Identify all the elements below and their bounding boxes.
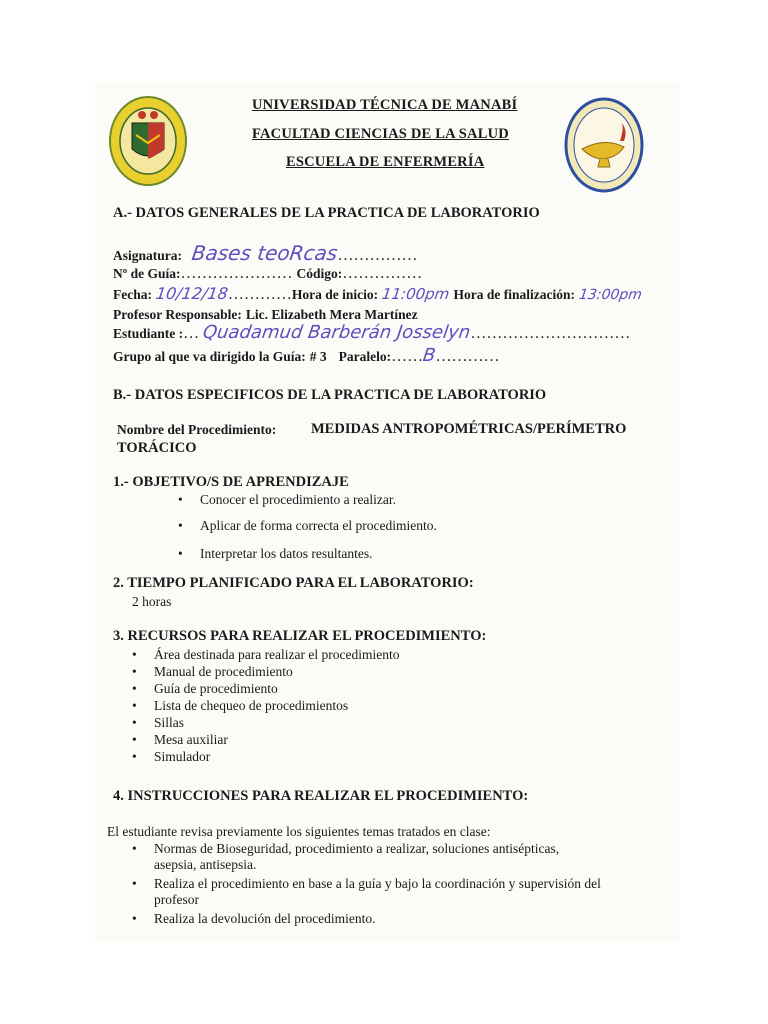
recursos-title: 3. RECURSOS PARA REALIZAR EL PROCEDIMIENTO: bbox=[113, 628, 487, 644]
objetivos-list bbox=[178, 492, 437, 562]
paralelo-value: B bbox=[421, 345, 437, 366]
recursos-list bbox=[132, 646, 400, 765]
estudiante-row: Estudiante :… Quadamud Barberán Josselyn………………………… bbox=[113, 322, 631, 343]
procedimiento-value-line1: MEDIDAS ANTROPOMÉTRICAS/PERÍMETRO bbox=[311, 421, 627, 437]
hora-inicio-label: Hora de inicio: bbox=[291, 287, 379, 302]
profesor-value: Lic. Elizabeth Mera Martínez bbox=[245, 307, 418, 322]
grupo-label: Grupo al que va dirigido la Guía: bbox=[113, 349, 306, 364]
list-item: • Área destinada para realizar el procedimiento bbox=[132, 647, 400, 662]
instrucciones-intro: El estudiante revisa previamente los siguientes temas tratados en clase: bbox=[107, 824, 491, 839]
list-item: • Mesa auxiliar bbox=[132, 732, 228, 747]
asignatura-value: Bases teoRcas bbox=[190, 241, 340, 265]
section-a-title: A.- DATOS GENERALES DE LA PRACTICA DE LABORATORIO bbox=[113, 205, 540, 221]
guia-row: Nº de Guía:………………… Código:…………… bbox=[113, 265, 423, 282]
university-title: UNIVERSIDAD TÉCNICA DE MANABÍ bbox=[252, 97, 518, 113]
guia-label: Nº de Guía: bbox=[113, 266, 181, 281]
list-item: • Realiza la devolución del procedimiento. bbox=[132, 911, 376, 926]
instrucciones-title: 4. INSTRUCCIONES PARA REALIZAR EL PROCEDIMIENTO: bbox=[113, 788, 529, 804]
list-item: • Lista de chequeo de procedimientos bbox=[132, 698, 349, 713]
faculty-title: FACULTAD CIENCIAS DE LA SALUD bbox=[252, 126, 509, 142]
hora-fin-value: 13:00pm bbox=[577, 287, 643, 303]
procedimiento-value-line2: TORÁCICO bbox=[117, 440, 197, 456]
fecha-value: 10/12/18 bbox=[154, 284, 230, 303]
school-title: ESCUELA DE ENFERMERÍA bbox=[286, 154, 485, 170]
list-item: • Normas de Bioseguridad, procedimiento a realizar, soluciones antisépticas, asepsia, antisepsia. bbox=[132, 841, 560, 872]
codigo-label: Código: bbox=[296, 266, 343, 281]
list-item: • Realiza el procedimiento en base a la guía y bajo la coordinación y supervisión del profesor bbox=[132, 876, 601, 907]
list-item: • Guía de procedimiento bbox=[132, 681, 278, 696]
fecha-label: Fecha: bbox=[113, 287, 152, 302]
estudiante-label: Estudiante : bbox=[113, 326, 184, 341]
estudiante-value: Quadamud Barberán Josselyn bbox=[201, 322, 472, 343]
procedimiento-label: Nombre del Procedimiento: bbox=[117, 422, 277, 437]
list-item: • Manual de procedimiento bbox=[132, 664, 293, 679]
section-b-title: B.- DATOS ESPECIFICOS DE LA PRACTICA DE LABORATORIO bbox=[113, 387, 547, 403]
list-item: • Conocer el procedimiento a realizar. bbox=[178, 492, 397, 507]
hora-inicio-value: 11:00pm bbox=[380, 285, 451, 303]
profesor-label: Profesor Responsable: bbox=[113, 307, 242, 322]
paralelo-label: Paralelo: bbox=[338, 349, 392, 364]
list-item: • Sillas bbox=[132, 715, 185, 730]
asignatura-label: Asignatura: bbox=[113, 248, 183, 263]
tiempo-value: 2 horas bbox=[132, 594, 172, 609]
hora-fin-label: Hora de finalización: bbox=[453, 287, 575, 302]
procedimiento-row bbox=[117, 421, 276, 439]
fecha-row: Fecha: 10/12/18…………Hora de inicio: 11:00pm Hora de finalización: 13:00pm bbox=[113, 284, 643, 303]
list-item: • Simulador bbox=[132, 749, 211, 764]
nursing-school-logo bbox=[564, 97, 644, 193]
asignatura-row: Asignatura: Bases teoRcas…………… bbox=[113, 241, 418, 265]
list-item: • Aplicar de forma correcta el procedimiento. bbox=[178, 518, 437, 533]
university-seal-logo bbox=[108, 95, 188, 187]
grupo-value: # 3 bbox=[309, 349, 327, 364]
tiempo-title: 2. TIEMPO PLANIFICADO PARA EL LABORATORIO: bbox=[113, 575, 474, 591]
list-item: • Interpretar los datos resultantes. bbox=[178, 546, 373, 561]
objetivos-title: 1.- OBJETIVO/S DE APRENDIZAJE bbox=[113, 474, 349, 490]
grupo-row: Grupo al que va dirigido la Guía: # 3 Paralelo:……B………… bbox=[113, 345, 500, 366]
instrucciones-list bbox=[132, 841, 672, 927]
